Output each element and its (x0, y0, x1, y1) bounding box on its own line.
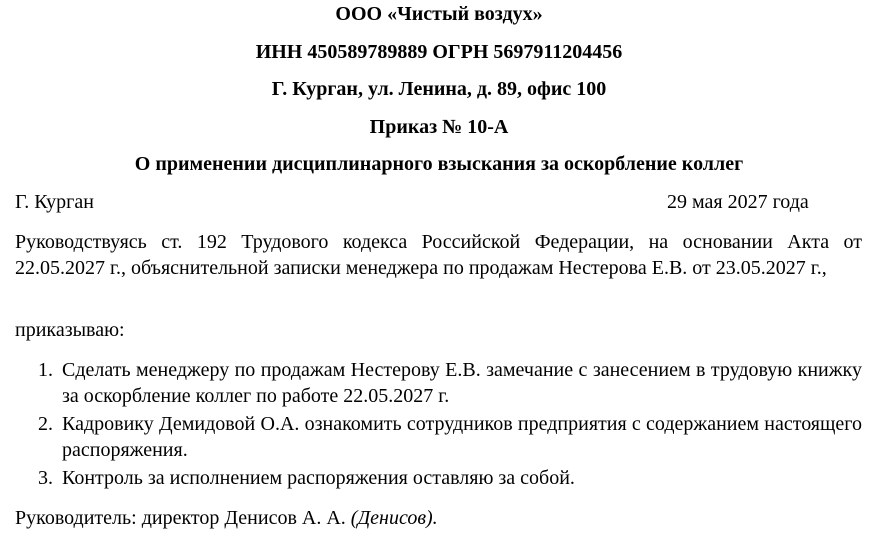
order-number: Приказ № 10-А (369, 116, 509, 138)
order-date: 29 мая 2027 года (667, 191, 809, 213)
order-item-number: 1. (38, 359, 53, 381)
order-item-text: Кадровику Демидовой О.А. ознакомить сотрудников предприятия с содержанием настоящего распоряжения. (62, 413, 862, 461)
order-place: Г. Курган (15, 191, 94, 213)
signature-name: (Денисов). (350, 507, 438, 529)
order-item-number: 2. (38, 413, 53, 435)
order-item-text: Контроль за исполнением распоряжения оставляю за собой. (62, 467, 575, 489)
order-word: приказываю: (15, 319, 125, 341)
order-preamble: Руководствуясь ст. 192 Трудового кодекса Российской Федерации, на основании Акта от 22.05.2027 г., объяснительной записки менеджера по продажам Нестерова Е.В. от 23.05.2027 г., (15, 231, 862, 279)
signature-line (15, 506, 438, 530)
order-subject: О применении дисциплинарного взыскания за оскорбление коллег (134, 153, 744, 175)
signature-label: Руководитель: директор Денисов А. А. (15, 507, 346, 529)
company-ids: ИНН 450589789889 ОГРН 5697911204456 (255, 41, 623, 63)
company-address: Г. Курган, ул. Ленина, д. 89, офис 100 (271, 78, 607, 100)
order-item-text: Сделать менеджеру по продажам Нестерову Е.В. замечание с занесением в трудовую книжку за оскорбление коллег по работе 22.05.2027 г. (62, 359, 862, 407)
order-item-number: 3. (38, 467, 53, 489)
company-name: ООО «Чистый воздух» (335, 3, 543, 25)
